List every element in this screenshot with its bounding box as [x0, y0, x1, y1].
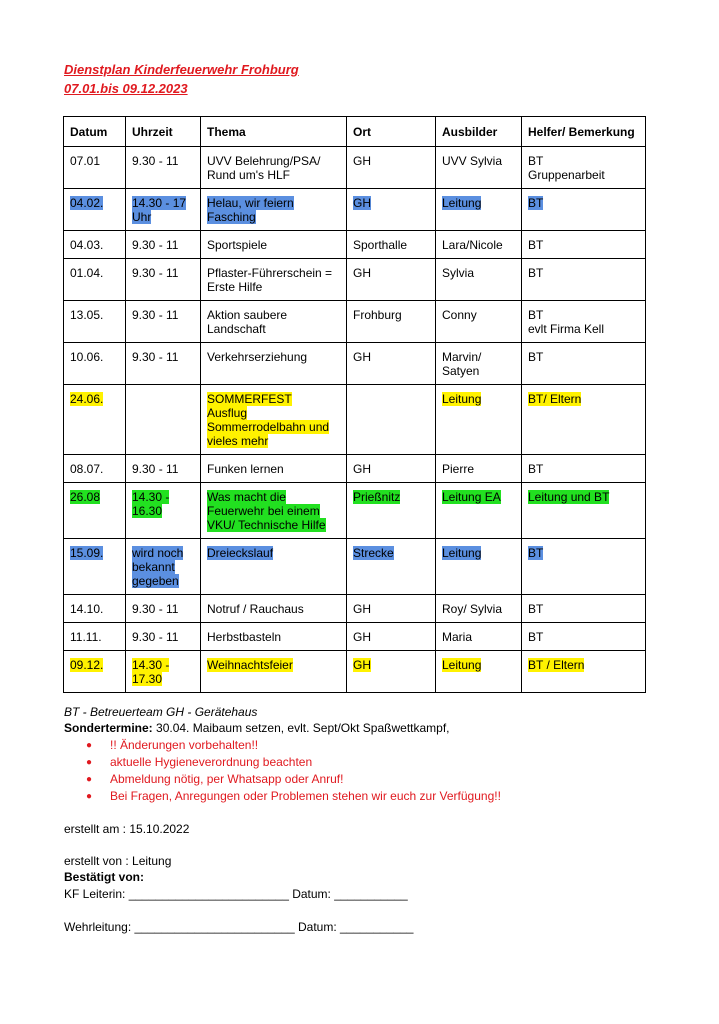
table-row	[64, 231, 646, 259]
cell-text: GH	[353, 154, 371, 168]
header-ausbilder: Ausbilder	[436, 117, 522, 147]
cell-ort	[347, 623, 436, 651]
kf-leiterin-signature-line: KF Leiterin: ________________________ Datum: ___________	[64, 887, 408, 901]
cell-text: BT	[528, 630, 544, 644]
cell-ausbilder	[436, 189, 522, 231]
cell-text: BT	[528, 350, 544, 364]
cell-ort	[347, 539, 436, 595]
cell-ausbilder	[436, 539, 522, 595]
cell-text: wird noch bekannt gegeben	[132, 546, 184, 588]
cell-thema	[201, 651, 347, 693]
cell-ort	[347, 651, 436, 693]
cell-text: 9.30 - 11	[132, 350, 179, 364]
cell-helfer	[522, 301, 646, 343]
cell-thema	[201, 385, 347, 455]
cell-text: BT	[528, 196, 544, 210]
cell-uhrzeit	[126, 343, 201, 385]
created-date: erstellt am : 15.10.2022	[64, 822, 190, 836]
cell-datum	[64, 301, 126, 343]
cell-thema	[201, 231, 347, 259]
created-by: erstellt von : Leitung	[64, 854, 172, 868]
cell-text: 9.30 - 11	[132, 238, 179, 252]
cell-uhrzeit	[126, 623, 201, 651]
cell-uhrzeit	[126, 189, 201, 231]
sondertermine-text: 30.04. Maibaum setzen, evlt. Sept/Okt Spaßwettkampf,	[152, 721, 450, 735]
cell-thema	[201, 455, 347, 483]
table-row	[64, 483, 646, 539]
cell-ausbilder	[436, 343, 522, 385]
cell-text: 11.11.	[70, 630, 102, 644]
cell-ausbilder	[436, 231, 522, 259]
table-row	[64, 259, 646, 301]
document-title: Dienstplan Kinderfeuerwehr Frohburg	[64, 62, 299, 77]
cell-datum	[64, 189, 126, 231]
cell-text: BT	[528, 238, 544, 252]
cell-thema	[201, 595, 347, 623]
cell-text: Prießnitz	[353, 490, 401, 504]
cell-datum	[64, 259, 126, 301]
cell-helfer	[522, 259, 646, 301]
cell-uhrzeit	[126, 595, 201, 623]
cell-text: Sporthalle	[353, 238, 408, 252]
cell-uhrzeit	[126, 259, 201, 301]
cell-text: BT	[528, 546, 544, 560]
cell-thema	[201, 623, 347, 651]
notes-list	[64, 737, 501, 805]
cell-text: 07.01	[70, 154, 101, 168]
header-ort: Ort	[347, 117, 436, 147]
cell-thema	[201, 259, 347, 301]
cell-text: 13.05.	[70, 308, 104, 322]
cell-helfer	[522, 231, 646, 259]
cell-ort	[347, 189, 436, 231]
header-thema: Thema	[201, 117, 347, 147]
cell-text: BT	[528, 462, 544, 476]
cell-text: GH	[353, 350, 371, 364]
cell-helfer	[522, 651, 646, 693]
cell-text: Pierre	[442, 462, 475, 476]
cell-text: 9.30 - 11	[132, 154, 179, 168]
cell-helfer	[522, 539, 646, 595]
cell-ort	[347, 301, 436, 343]
cell-text: Lara/Nicole	[442, 238, 503, 252]
cell-text: Frohburg	[353, 308, 402, 322]
cell-uhrzeit	[126, 455, 201, 483]
table-header-row	[64, 117, 646, 147]
table-row	[64, 343, 646, 385]
cell-ausbilder	[436, 595, 522, 623]
cell-ausbilder	[436, 301, 522, 343]
cell-text: 9.30 - 11	[132, 266, 179, 280]
cell-text: 14.30 - 17 Uhr	[132, 196, 187, 224]
cell-text: Aktion saubere Landschaft	[207, 308, 288, 336]
cell-text: 24.06.	[70, 392, 104, 406]
cell-thema	[201, 301, 347, 343]
cell-ort	[347, 147, 436, 189]
table-row	[64, 623, 646, 651]
document-date-range: 07.01.bis 09.12.2023	[64, 81, 188, 96]
cell-text: Herbstbasteln	[207, 630, 282, 644]
sondertermine	[64, 721, 450, 735]
cell-datum	[64, 483, 126, 539]
table-row	[64, 385, 646, 455]
cell-datum	[64, 623, 126, 651]
cell-text: Leitung	[442, 392, 482, 406]
cell-text: Sylvia	[442, 266, 475, 280]
cell-text: Was macht die Feuerwehr bei einem VKU/ Technische Hilfe	[207, 490, 326, 532]
cell-text: GH	[353, 266, 371, 280]
wehrleitung-signature-line: Wehrleitung: ________________________ Datum: ___________	[64, 920, 414, 934]
header-datum: Datum	[64, 117, 126, 147]
cell-text: BT	[528, 602, 544, 616]
cell-text: Maria	[442, 630, 473, 644]
table-row	[64, 455, 646, 483]
confirmed-by-label: Bestätigt von:	[64, 870, 145, 884]
cell-thema	[201, 343, 347, 385]
cell-thema	[201, 539, 347, 595]
cell-ausbilder	[436, 623, 522, 651]
cell-ort	[347, 385, 436, 455]
cell-datum	[64, 651, 126, 693]
cell-text: Leitung	[442, 546, 482, 560]
cell-text: 9.30 - 11	[132, 462, 179, 476]
cell-text: UVV Belehrung/PSA/ Rund um's HLF	[207, 154, 321, 182]
cell-text: BT Gruppenarbeit	[528, 154, 605, 182]
cell-helfer	[522, 385, 646, 455]
cell-text: SOMMERFEST Ausflug Sommerrodelbahn und vieles mehr	[207, 392, 330, 448]
table-row	[64, 189, 646, 231]
cell-uhrzeit	[126, 147, 201, 189]
cell-thema	[201, 483, 347, 539]
cell-ausbilder	[436, 259, 522, 301]
cell-text: Pflaster-Führerschein = Erste Hilfe	[207, 266, 333, 294]
cell-text: 9.30 - 11	[132, 602, 179, 616]
cell-text: BT	[528, 266, 544, 280]
cell-text: 9.30 - 11	[132, 630, 179, 644]
cell-ausbilder	[436, 483, 522, 539]
table-row	[64, 651, 646, 693]
cell-ort	[347, 343, 436, 385]
cell-text: 08.07.	[70, 462, 104, 476]
cell-text: 14.30 - 17.30	[132, 658, 170, 686]
table-row	[64, 147, 646, 189]
cell-text: 01.04.	[70, 266, 104, 280]
cell-datum	[64, 595, 126, 623]
cell-helfer	[522, 623, 646, 651]
cell-text: Marvin/ Satyen	[442, 350, 482, 378]
cell-text: Strecke	[353, 546, 394, 560]
cell-text: Dreieckslauf	[207, 546, 274, 560]
cell-uhrzeit	[126, 231, 201, 259]
cell-text: BT / Eltern	[528, 658, 585, 672]
cell-text: GH	[353, 602, 371, 616]
cell-ausbilder	[436, 455, 522, 483]
header-uhrzeit: Uhrzeit	[126, 117, 201, 147]
cell-text: 9.30 - 11	[132, 308, 179, 322]
cell-text: 04.03.	[70, 238, 104, 252]
cell-helfer	[522, 455, 646, 483]
cell-ort	[347, 483, 436, 539]
cell-text: 14.30 - 16.30	[132, 490, 170, 518]
cell-text: 26.08	[70, 490, 101, 504]
cell-helfer	[522, 595, 646, 623]
cell-helfer	[522, 147, 646, 189]
cell-datum	[64, 147, 126, 189]
cell-text: GH	[353, 196, 371, 210]
cell-text: 14.10.	[70, 602, 104, 616]
cell-ort	[347, 595, 436, 623]
cell-helfer	[522, 189, 646, 231]
cell-ausbilder	[436, 147, 522, 189]
cell-text: Helau, wir feiern Fasching	[207, 196, 294, 224]
cell-text: Leitung	[442, 196, 482, 210]
cell-datum	[64, 539, 126, 595]
cell-datum	[64, 455, 126, 483]
list-item: ● Bei Fragen, Anregungen oder Problemen stehen wir euch zur Verfügung!!	[110, 788, 501, 805]
cell-text: Sportspiele	[207, 238, 268, 252]
cell-text: 10.06.	[70, 350, 104, 364]
cell-ausbilder	[436, 651, 522, 693]
cell-ort	[347, 455, 436, 483]
cell-text: Roy/ Sylvia	[442, 602, 503, 616]
cell-text: GH	[353, 462, 371, 476]
header-helfer-bemerkung: Helfer/ Bemerkung	[522, 117, 646, 147]
list-item: ● aktuelle Hygieneverordnung beachten	[110, 754, 501, 771]
cell-helfer	[522, 483, 646, 539]
cell-ort	[347, 231, 436, 259]
cell-uhrzeit	[126, 301, 201, 343]
cell-text: Leitung	[442, 658, 482, 672]
cell-datum	[64, 231, 126, 259]
cell-text: 09.12.	[70, 658, 104, 672]
legend: BT - Betreuerteam GH - Gerätehaus	[64, 705, 258, 719]
schedule-table	[63, 116, 646, 693]
cell-text: Weihnachtsfeier	[207, 658, 293, 672]
cell-uhrzeit	[126, 539, 201, 595]
cell-datum	[64, 385, 126, 455]
cell-thema	[201, 189, 347, 231]
cell-text: BT evlt Firma Kell	[528, 308, 605, 336]
table-row	[64, 595, 646, 623]
list-item: ● Abmeldung nötig, per Whatsapp oder Anruf!	[110, 771, 501, 788]
table-row	[64, 301, 646, 343]
cell-text: Verkehrserziehung	[207, 350, 308, 364]
cell-text: 04.02.	[70, 196, 104, 210]
cell-helfer	[522, 343, 646, 385]
cell-text: Notruf / Rauchaus	[207, 602, 304, 616]
list-item: ● !! Änderungen vorbehalten!!	[110, 737, 501, 754]
cell-text: Leitung EA	[442, 490, 501, 504]
sondertermine-label: Sondertermine:	[64, 721, 153, 735]
table-row	[64, 539, 646, 595]
cell-text: 15.09.	[70, 546, 104, 560]
cell-text: GH	[353, 630, 371, 644]
cell-text: BT/ Eltern	[528, 392, 582, 406]
cell-ort	[347, 259, 436, 301]
cell-text: GH	[353, 658, 371, 672]
cell-ausbilder	[436, 385, 522, 455]
cell-text: Conny	[442, 308, 477, 322]
cell-text: Funken lernen	[207, 462, 284, 476]
cell-uhrzeit	[126, 651, 201, 693]
cell-text: UVV Sylvia	[442, 154, 503, 168]
cell-uhrzeit	[126, 385, 201, 455]
cell-uhrzeit	[126, 483, 201, 539]
cell-thema	[201, 147, 347, 189]
cell-datum	[64, 343, 126, 385]
cell-text: Leitung und BT	[528, 490, 610, 504]
